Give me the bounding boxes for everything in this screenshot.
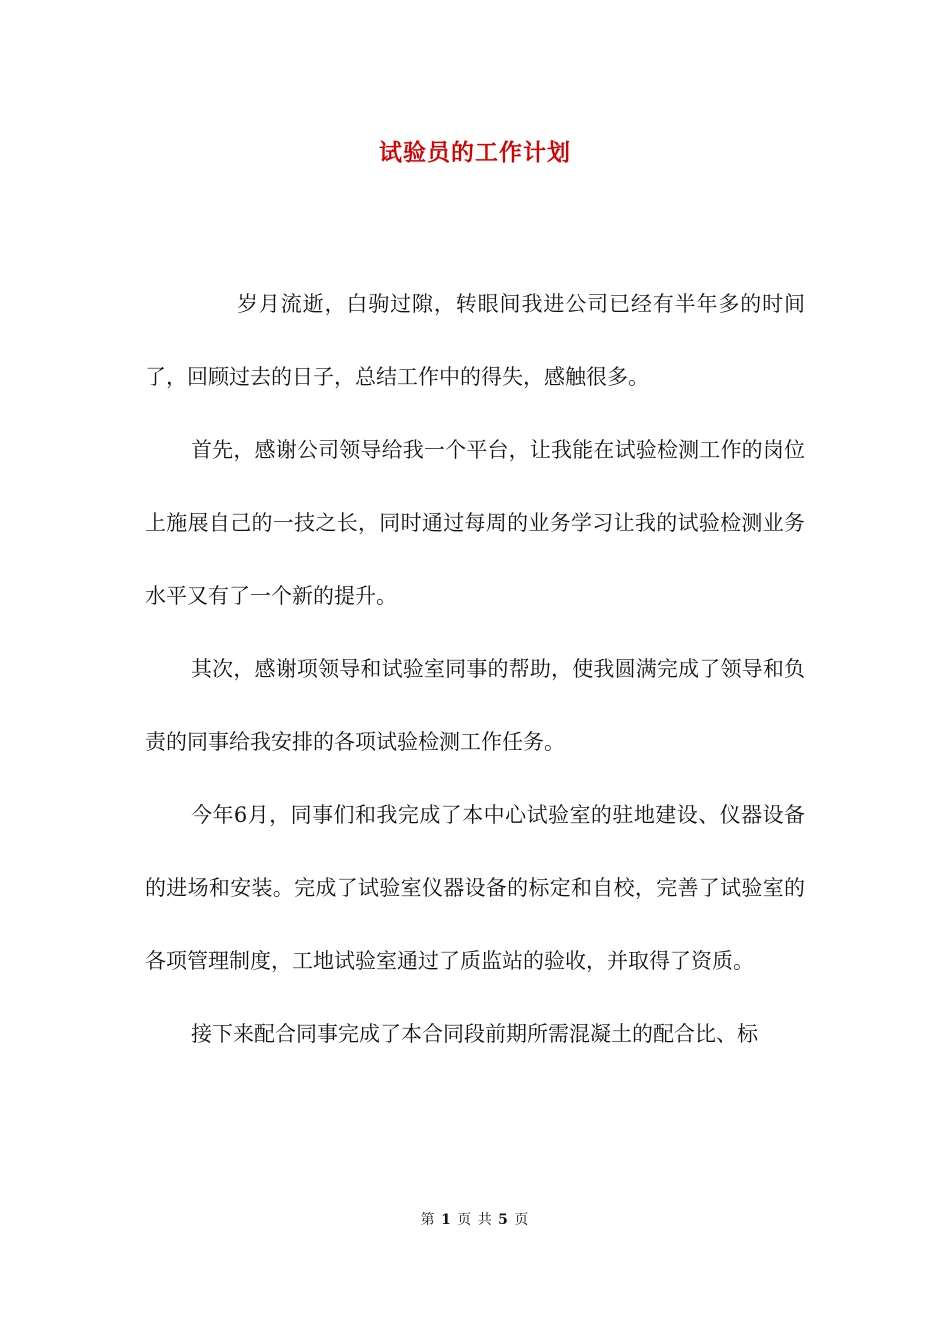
page-footer <box>0 1209 950 1229</box>
paragraph-5: 接下来配合同事完成了本合同段前期所需混凝土的配合比、标 <box>191 1022 758 1046</box>
document-body <box>145 268 805 1071</box>
paragraph-2: 首先，感谢公司领导给我一个平台，让我能在试验检测工作的岗位上施展自己的一技之长，同时通过每周的业务学习让我的试验检测业务水平又有了一个新的提升。 <box>145 438 805 608</box>
paragraph-1: 岁月流逝，白驹过隙，转眼间我进公司已经有半年多的时间了，回顾过去的日子，总结工作中的得失，感触很多。 <box>145 292 805 389</box>
footer-suffix: 页 <box>514 1212 530 1228</box>
footer-middle: 页 共 <box>457 1212 493 1228</box>
footer-page-number: 1 <box>441 1212 452 1228</box>
paragraph-3: 其次，感谢项领导和试验室同事的帮助，使我圆满完成了领导和负责的同事给我安排的各项试验检测工作任务。 <box>145 657 805 754</box>
paragraph-4: 今年6月，同事们和我完成了本中心试验室的驻地建设、仪器设备的进场和安装。完成了试验室仪器设备的标定和自校，完善了试验室的各项管理制度，工地试验室通过了质监站的验收，并取得了资质。 <box>145 803 805 973</box>
document-title: 试验员的工作计划 <box>379 139 571 166</box>
footer-total-pages: 5 <box>498 1212 509 1228</box>
footer-prefix: 第 <box>420 1212 436 1228</box>
